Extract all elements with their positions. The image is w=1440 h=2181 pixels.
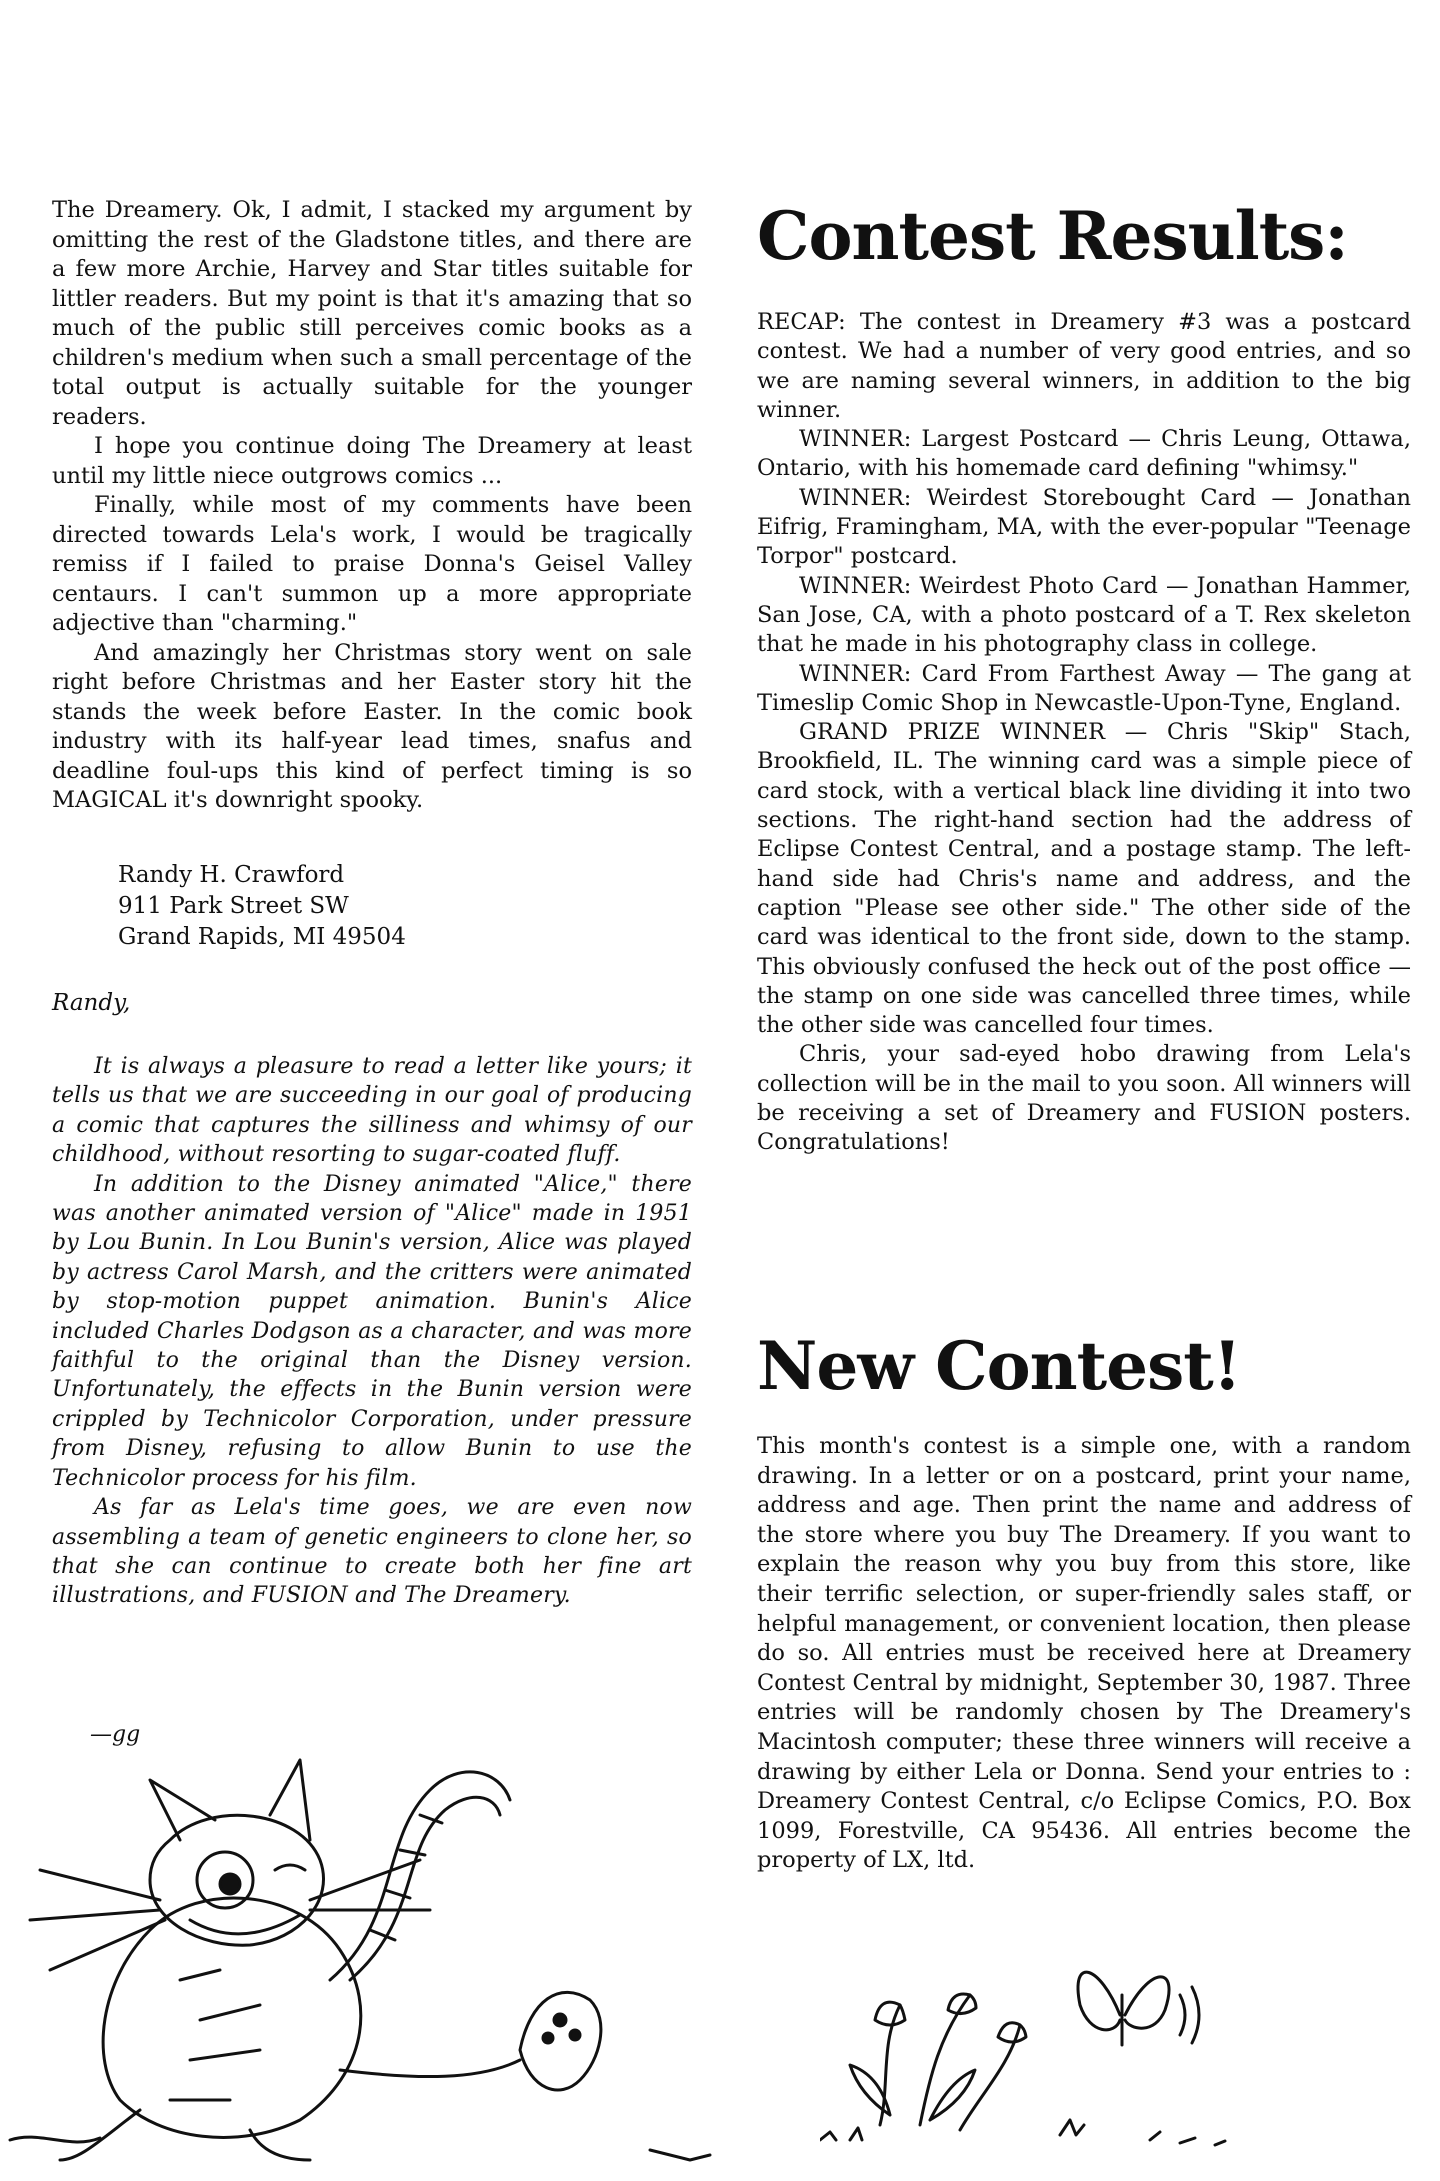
letter-paragraph: The Dreamery. Ok, I admit, I stacked my argument by omitting the rest of the Gladstone titles, and there are a few more Archie, Harvey and Star titles suitable for littler readers. But my point is that it's amazing that so much of the public still perceives comic books as a children's medium when such a small percentage of the total output is actually suitable for the younger readers. (52, 197, 692, 430)
results-paragraph: WINNER: Weirdest Storebought Card — Jonathan Eifrig, Framingham, MA, with the ever-popular "Teenage Torpor" postcard. (757, 484, 1411, 570)
letter-paragraph: I hope you continue doing The Dreamery at least until my little niece outgrows comics ... (52, 433, 692, 489)
reply-paragraph: In addition to the Disney animated "Alice," there was another animated version of "Alice" made in 1951 by Lou Bunin. In Lou Bunin's version, Alice was played by actress Carol Marsh, and the critters were animated by stop-motion puppet animation. Bunin's Alice included Charles Dodgson as a character, and was more faithful to the original than the Disney version. Unfortunately, the effects in the Bunin version were crippled by Technicolor Corporation, under pressure from Disney, refusing to allow Bunin to use the Technicolor process for his film. (52, 1171, 692, 1491)
flower-butterfly-illustration (820, 1925, 1240, 2155)
results-paragraph: WINNER: Weirdest Photo Card — Jonathan Hammer, San Jose, CA, with a photo postcard of a T. Rex skeleton that he made in his photography class in college. (757, 572, 1411, 658)
reply-initials: —gg (90, 1722, 141, 1747)
cat-illustration (0, 1720, 730, 2170)
signature-city: Grand Rapids, MI 49504 (118, 924, 406, 950)
letter-signature (118, 860, 406, 953)
letter-body (52, 196, 692, 816)
signature-street: 911 Park Street SW (118, 893, 349, 919)
reply-paragraph: As far as Lela's time goes, we are even now assembling a team of genetic engineers to clone her, so that she can continue to create both her fine art illustrations, and FUSION and The Dreamery. (52, 1495, 692, 1609)
contest-results-title: Contest Results: (757, 197, 1348, 275)
signature-name: Randy H. Crawford (118, 862, 345, 888)
letter-paragraph: And amazingly her Christmas story went on sale right before Christmas and her Easter story hit the stands the week before Easter. In the comic book industry with its half-year lead times, snafus and deadline foul-ups this kind of perfect timing is so MAGICAL it's downright spooky. (52, 639, 692, 813)
new-contest-body (757, 1432, 1411, 1876)
reply-paragraph: It is always a pleasure to read a letter like yours; it tells us that we are succeeding in our goal of producing a comic that captures the silliness and whimsy of our childhood, without resorting to sugar-coated fluff. (52, 1054, 692, 1168)
results-paragraph: Chris, your sad-eyed hobo drawing from Lela's collection will be in the mail to you soon. All winners will be receiving a set of Dreamery and FUSION posters. Congratulations! (757, 1041, 1411, 1156)
contest-results-body (757, 308, 1411, 1158)
results-paragraph: WINNER: Largest Postcard — Chris Leung, Ottawa, Ontario, with his homemade card defining "whimsy." (757, 426, 1411, 482)
new-contest-paragraph: This month's contest is a simple one, with a random drawing. In a letter or on a postcard, print your name, address and age. Then print the name and address of the store where you buy The Dreamery. If you want to explain the reason why you buy from this store, like their terrific selection, or super-friendly sales staff, or helpful management, or convenient location, then please do so. All entries must be received here at Dreamery Contest Central by midnight, September 30, 1987. Three entries will be randomly chosen by The Dreamery's Macintosh computer; these three winners will receive a drawing by either Lela or Donna. Send your entries to : Dreamery Contest Central, c/o Eclipse Comics, P.O. Box 1099, Forestville, CA 95436. All entries become the property of LX, ltd. (757, 1433, 1411, 1874)
editor-reply (52, 1052, 692, 1611)
results-paragraph: RECAP: The contest in Dreamery #3 was a postcard contest. We had a number of very good entries, and so we are naming several winners, in addition to the big winner. (757, 309, 1411, 423)
new-contest-title: New Contest! (757, 1327, 1241, 1405)
reply-salutation: Randy, (52, 990, 131, 1016)
letter-paragraph: Finally, while most of my comments have been directed towards Lela's work, I would be tragically remiss if I failed to praise Donna's Geisel Valley centaurs. I can't summon up a more appropriate adjective than "charming." (52, 492, 692, 636)
results-paragraph: WINNER: Card From Farthest Away — The gang at Timeslip Comic Shop in Newcastle-Upon-Tyne, England. (757, 660, 1411, 716)
results-paragraph: GRAND PRIZE WINNER — Chris "Skip" Stach, Brookfield, IL. The winning card was a simple piece of card stock, with a vertical black line dividing it into two sections. The right-hand section had the address of Eclipse Contest Central, and a postage stamp. The left-hand side had Chris's name and address, and the caption "Please see other side." The other side of the card was identical to the front side, down to the stamp. This obviously confused the heck out of the post office — the stamp on one side was cancelled three times, while the other side was cancelled four times. (757, 719, 1411, 1039)
